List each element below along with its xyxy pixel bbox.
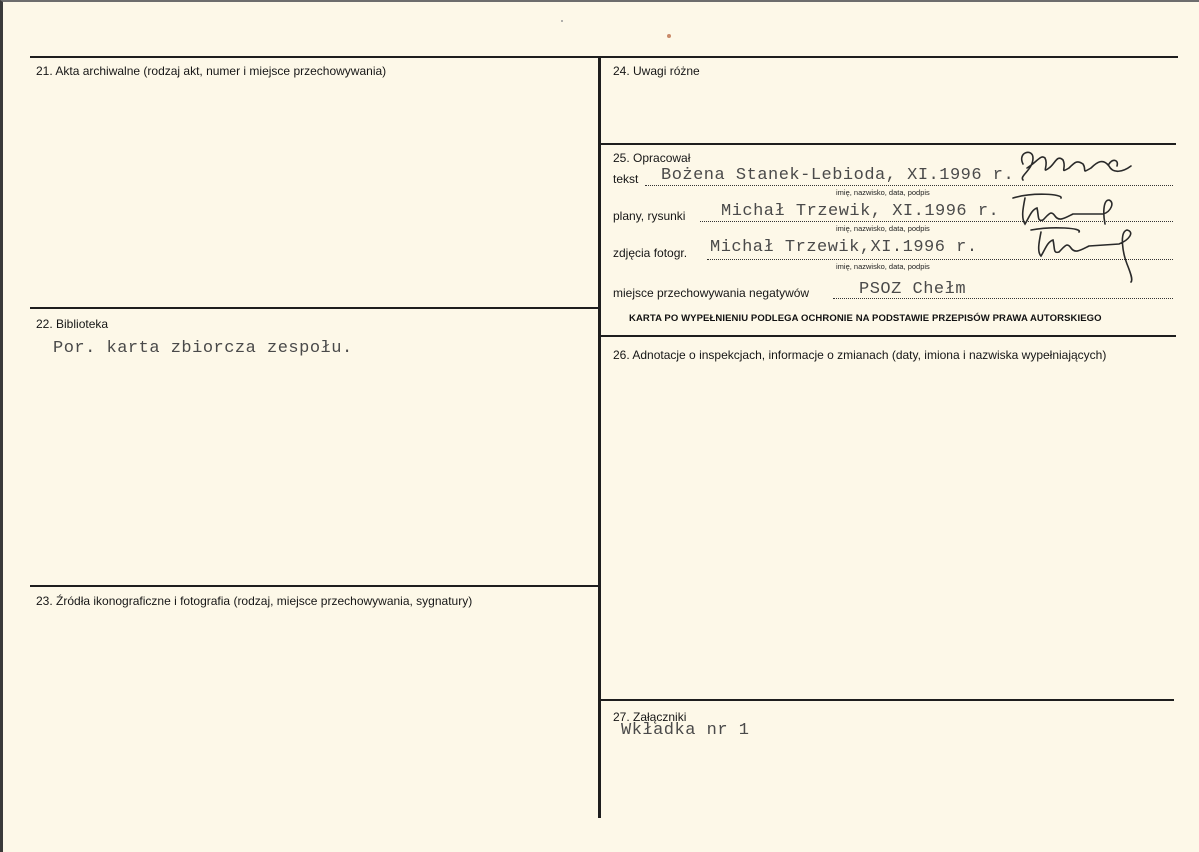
- section-25-label: 25. Opracował: [613, 151, 691, 165]
- rule-21-22: [30, 307, 599, 309]
- plany-caption: imię, nazwisko, data, podpis: [836, 224, 930, 233]
- top-rule: [30, 56, 1178, 58]
- zdjecia-label: zdjęcia fotogr.: [613, 246, 688, 260]
- rule-25-26: [600, 335, 1176, 337]
- signature-zdjecia: [1023, 224, 1143, 286]
- tekst-label: tekst: [613, 172, 639, 186]
- negatywy-value: PSOZ Chełm: [859, 280, 967, 299]
- negatywy-dotted-line: [833, 298, 1173, 299]
- rule-22-23: [30, 585, 599, 587]
- zdjecia-value: Michał Trzewik,XI.1996 r.: [710, 238, 978, 257]
- zdjecia-caption: imię, nazwisko, data, podpis: [836, 262, 930, 271]
- section-27-label: 27. Załączniki: [613, 710, 687, 724]
- paper-speck: [561, 20, 563, 22]
- paper-speck: [667, 34, 671, 38]
- section-24-label: 24. Uwagi różne: [613, 64, 700, 78]
- section-23-label: 23. Źródła ikonograficzne i fotografia (rodzaj, miejsce przechowywania, sygnatury): [36, 594, 473, 608]
- section-26-label: 26. Adnotacje o inspekcjach, informacje o zmianach (daty, imiona i nazwiska wypełniających): [613, 348, 1107, 362]
- section-22-content: Por. karta zbiorcza zespołu.: [53, 339, 353, 358]
- section-21-label: 21. Akta archiwalne (rodzaj akt, numer i miejsce przechowywania): [36, 64, 387, 78]
- negatywy-label: miejsce przechowywania negatywów: [613, 286, 810, 300]
- section-22-label: 22. Biblioteka: [36, 317, 109, 331]
- center-divider: [598, 57, 601, 818]
- rule-26-27: [600, 699, 1174, 701]
- plany-label: plany, rysunki: [613, 209, 686, 223]
- tekst-caption: imię, nazwisko, data, podpis: [836, 188, 930, 197]
- signature-tekst: [1013, 144, 1143, 188]
- plany-value: Michał Trzewik, XI.1996 r.: [721, 202, 1000, 221]
- section-27-content: Wkładka nr 1: [621, 721, 750, 740]
- copyright-notice: KARTA PO WYPEŁNIENIU PODLEGA OCHRONIE NA PODSTAWIE PRZEPISÓW PRAWA AUTORSKIEGO: [629, 313, 1102, 324]
- tekst-value: Bożena Stanek-Lebioda, XI.1996 r.: [661, 166, 1015, 185]
